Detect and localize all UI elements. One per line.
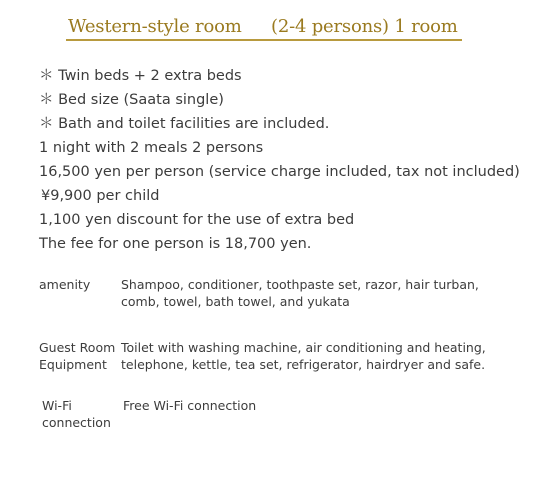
room-details-list <box>39 64 539 256</box>
spec-wifi-label: Wi-Fi connection <box>42 398 111 430</box>
detail-bed-size: ＊ Bed size (Saata single) <box>39 92 224 108</box>
spec-equipment <box>39 339 509 375</box>
spec-equipment-value: Toilet with washing machine, air conditioning and heating, telephone, kettle, tea set, refrigerator, hairdryer and safe. <box>121 340 486 372</box>
detail-child-price: ¥9,900 per child <box>41 188 160 204</box>
spec-amenity-label: amenity <box>39 277 91 292</box>
spec-equipment-label: Guest Room Equipment <box>39 340 116 372</box>
spec-wifi <box>42 397 512 433</box>
detail-plan: 1 night with 2 meals 2 persons <box>39 140 264 156</box>
spec-amenity-value: Shampoo, conditioner, toothpaste set, razor, hair turban, comb, towel, bath towel, and yukata <box>121 277 479 309</box>
detail-extra-bed-discount: 1,100 yen discount for the use of extra bed <box>39 212 355 228</box>
room-type-title: Western-style room <box>68 16 242 37</box>
detail-single-fee: The fee for one person is 18,700 yen. <box>39 236 312 252</box>
room-title <box>66 15 462 41</box>
detail-bath-toilet: ＊ Bath and toilet facilities are included. <box>39 116 330 132</box>
detail-adult-price: 16,500 yen per person (service charge included, tax not included) <box>39 164 520 180</box>
spec-wifi-value: Free Wi-Fi connection <box>123 398 257 413</box>
room-capacity-title: (2-4 persons) 1 room <box>271 16 458 37</box>
detail-bed-config: ＊ Twin beds + 2 extra beds <box>39 68 242 84</box>
spec-amenity <box>39 276 509 312</box>
